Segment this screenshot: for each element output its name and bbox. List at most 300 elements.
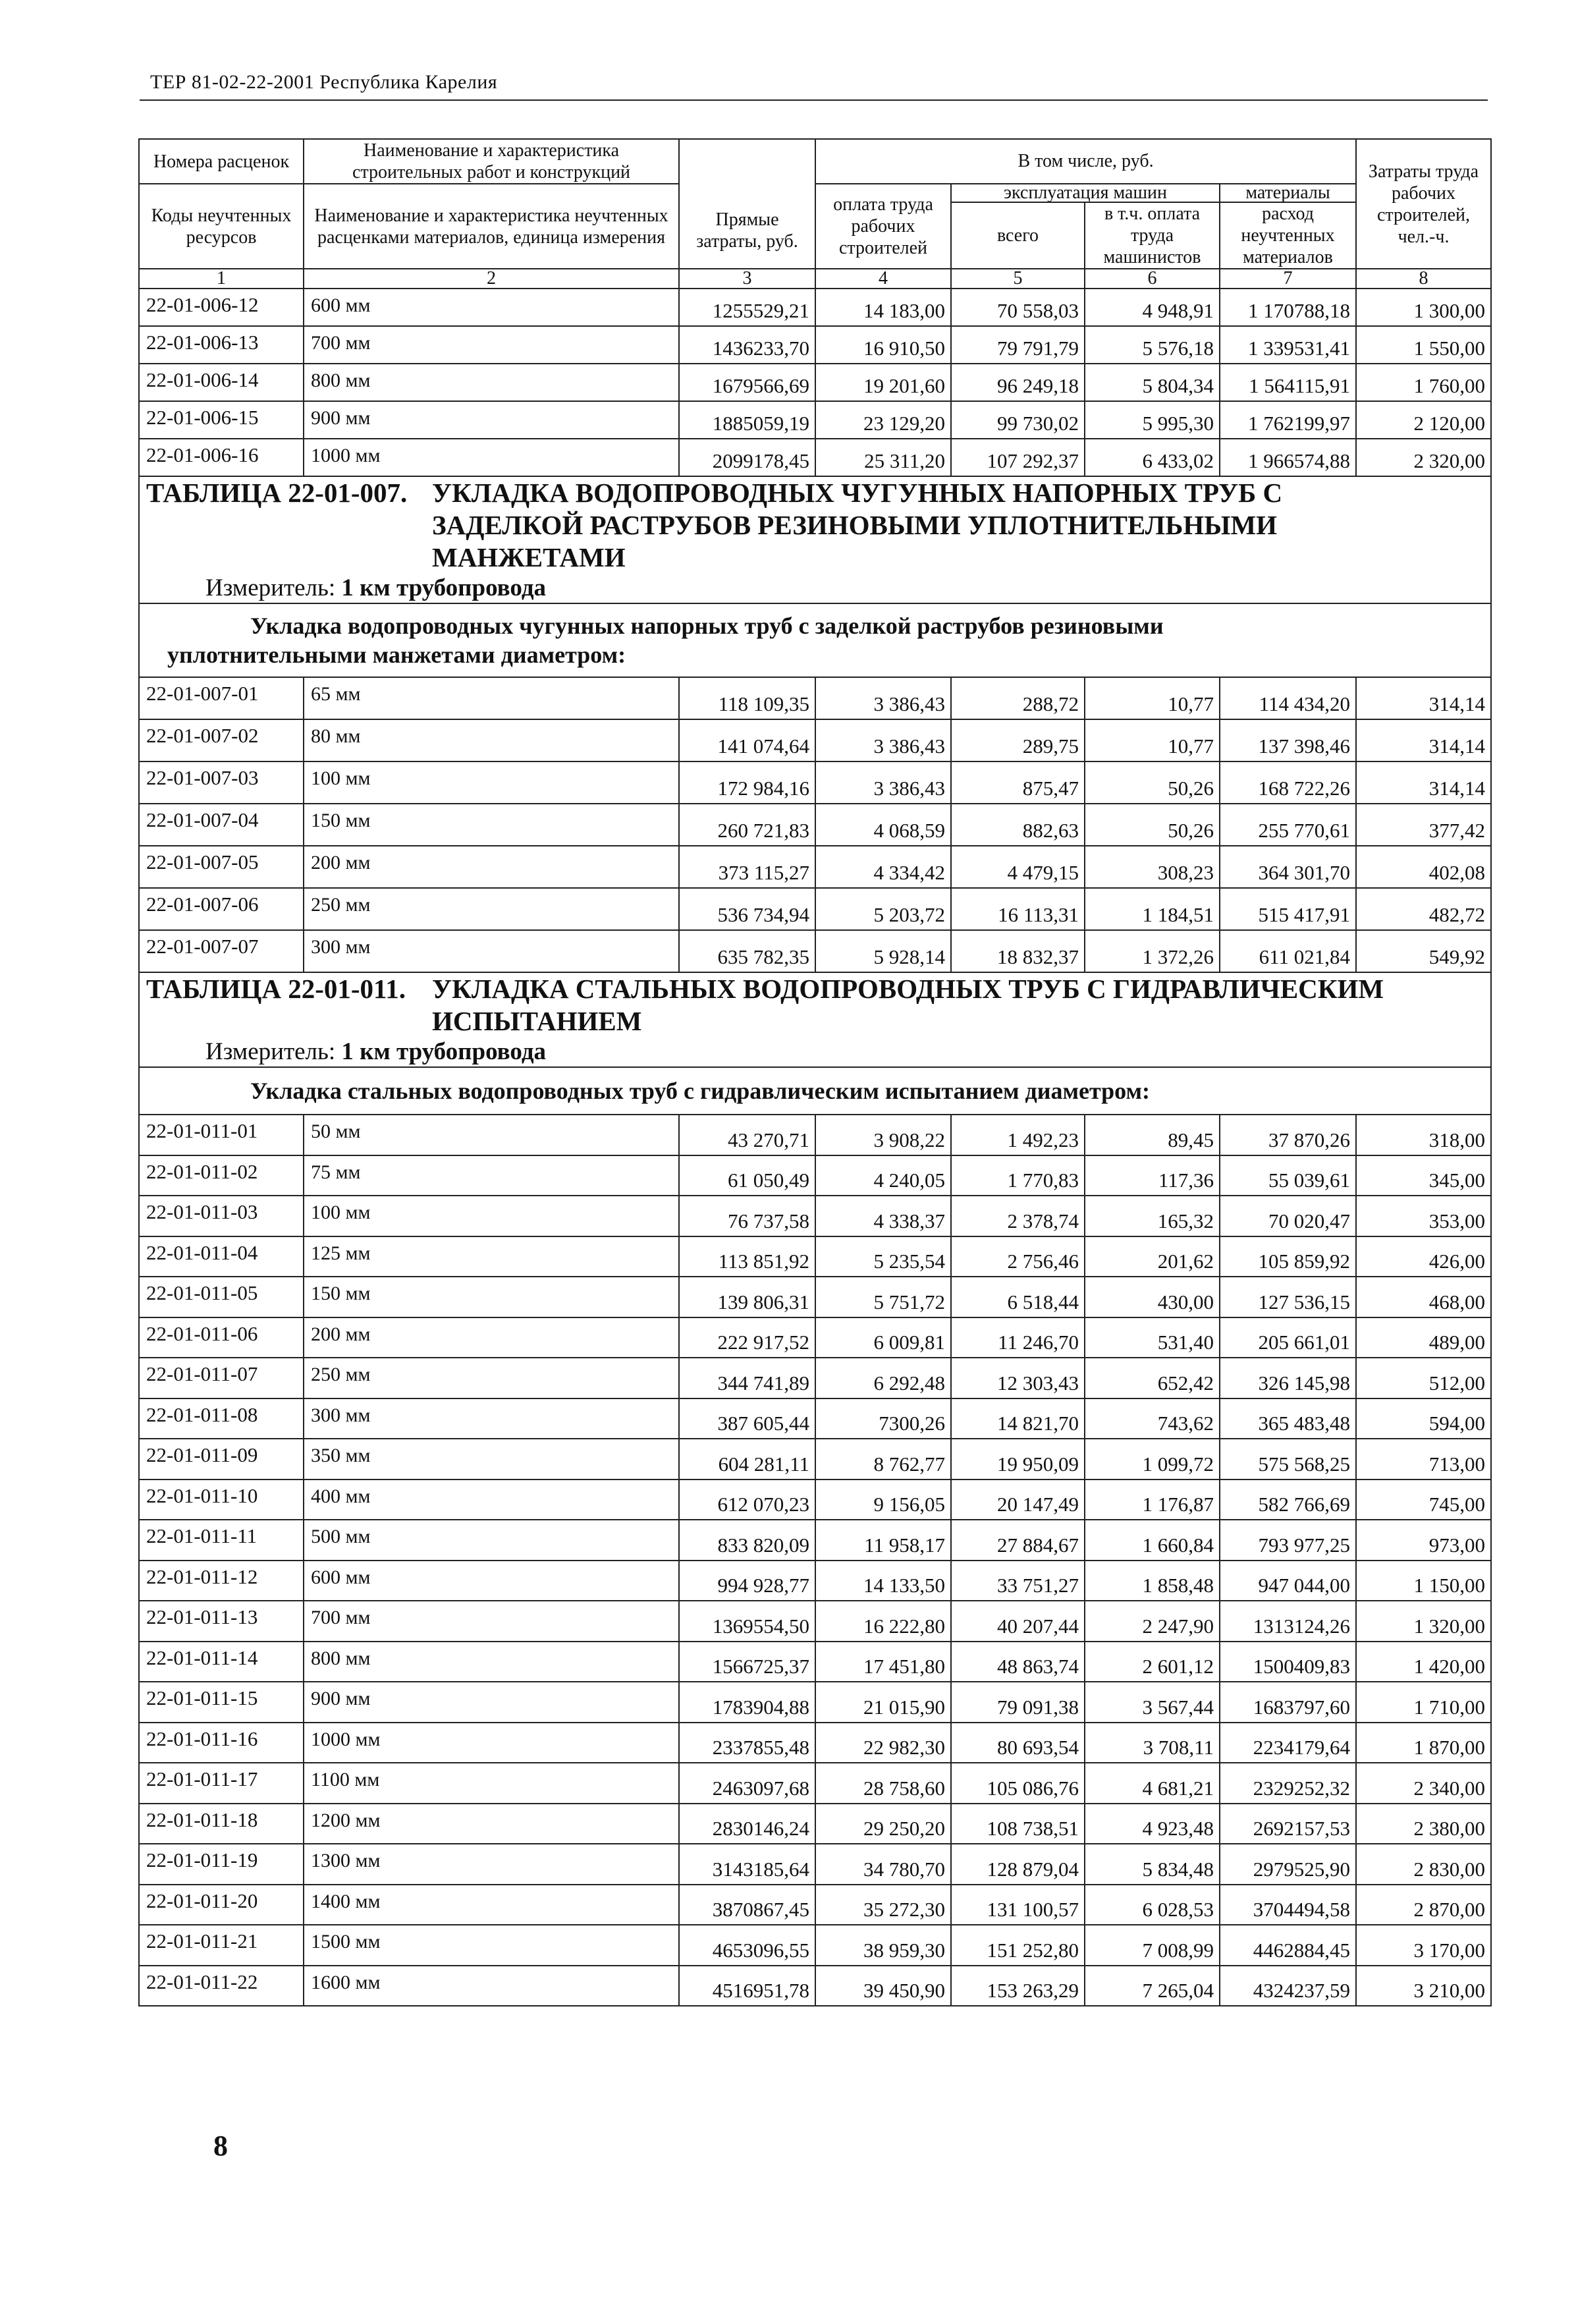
rate-name: 1000 мм	[304, 439, 679, 476]
column-number: 2	[304, 269, 679, 289]
table-number: ТАБЛИЦА 22-01-011.	[146, 974, 406, 1004]
direct-costs: 1783904,88	[679, 1682, 815, 1723]
rate-name: 1500 мм	[304, 1925, 679, 1966]
direct-costs: 260 721,83	[679, 804, 815, 846]
rate-code: 22-01-011-15	[139, 1682, 304, 1723]
rate-code: 22-01-011-04	[139, 1236, 304, 1277]
rate-code: 22-01-011-18	[139, 1804, 304, 1844]
machines-total: 2 378,74	[951, 1196, 1085, 1236]
materials-cost: 1 762199,97	[1220, 401, 1356, 439]
direct-costs: 344 741,89	[679, 1358, 815, 1398]
table-row	[139, 1763, 1491, 1804]
direct-costs: 2830146,24	[679, 1804, 815, 1844]
machines-total: 48 863,74	[951, 1642, 1085, 1682]
direct-costs: 1885059,19	[679, 401, 815, 439]
operators-pay: 430,00	[1085, 1277, 1220, 1317]
rate-name: 800 мм	[304, 364, 679, 401]
direct-costs: 4516951,78	[679, 1966, 815, 2006]
subheading	[146, 611, 1484, 669]
operators-pay: 3 708,11	[1085, 1723, 1220, 1763]
rate-name: 150 мм	[304, 1277, 679, 1317]
direct-costs: 612 070,23	[679, 1480, 815, 1520]
operators-pay: 2 601,12	[1085, 1642, 1220, 1682]
machines-total: 131 100,57	[951, 1885, 1085, 1925]
operators-pay: 201,62	[1085, 1236, 1220, 1277]
materials-cost: 114 434,20	[1220, 677, 1356, 719]
worker-pay: 19 201,60	[815, 364, 951, 401]
machines-total: 4 479,15	[951, 846, 1085, 888]
rate-name: 200 мм	[304, 1317, 679, 1358]
table-row	[139, 1601, 1491, 1642]
worker-pay: 8 762,77	[815, 1439, 951, 1480]
direct-costs: 3143185,64	[679, 1844, 815, 1885]
direct-costs: 2099178,45	[679, 439, 815, 476]
machines-total: 105 086,76	[951, 1763, 1085, 1804]
rate-name: 300 мм	[304, 930, 679, 972]
machines-total: 40 207,44	[951, 1601, 1085, 1642]
table-title-line: УКЛАДКА ВОДОПРОВОДНЫХ ЧУГУННЫХ НАПОРНЫХ ТРУБ С	[432, 478, 1283, 508]
labor-hours: 468,00	[1356, 1277, 1491, 1317]
operators-pay: 89,45	[1085, 1115, 1220, 1155]
labor-hours: 2 830,00	[1356, 1844, 1491, 1885]
rate-code: 22-01-011-06	[139, 1317, 304, 1358]
measure-unit	[146, 1038, 1484, 1066]
machines-total: 108 738,51	[951, 1804, 1085, 1844]
worker-pay: 4 068,59	[815, 804, 951, 846]
rate-code: 22-01-011-03	[139, 1196, 304, 1236]
materials-cost: 2692157,53	[1220, 1804, 1356, 1844]
materials-cost: 515 417,91	[1220, 888, 1356, 930]
worker-pay: 22 982,30	[815, 1723, 951, 1763]
column-number: 4	[815, 269, 951, 289]
operators-pay: 743,62	[1085, 1398, 1220, 1439]
operators-pay: 1 184,51	[1085, 888, 1220, 930]
machines-total: 1 492,23	[951, 1115, 1085, 1155]
materials-cost: 3704494,58	[1220, 1885, 1356, 1925]
direct-costs: 141 074,64	[679, 719, 815, 761]
worker-pay: 5 928,14	[815, 930, 951, 972]
direct-costs: 2337855,48	[679, 1723, 815, 1763]
direct-costs: 387 605,44	[679, 1398, 815, 1439]
materials-cost: 611 021,84	[1220, 930, 1356, 972]
table-row	[139, 804, 1491, 846]
subheading	[146, 1076, 1484, 1105]
direct-costs: 833 820,09	[679, 1520, 815, 1561]
table-row	[139, 326, 1491, 364]
labor-hours: 1 710,00	[1356, 1682, 1491, 1723]
table-row	[139, 761, 1491, 804]
header-material-name: Наименование и характеристика неучтенных расценками материалов, единица измерения	[304, 184, 679, 269]
materials-cost: 1 170788,18	[1220, 289, 1356, 326]
direct-costs: 1369554,50	[679, 1601, 815, 1642]
direct-costs: 4653096,55	[679, 1925, 815, 1966]
table-row	[139, 1925, 1491, 1966]
direct-costs: 1436233,70	[679, 326, 815, 364]
rate-name: 125 мм	[304, 1236, 679, 1277]
table-row	[139, 1358, 1491, 1398]
materials-cost: 127 536,15	[1220, 1277, 1356, 1317]
measure-value: 1 км трубопровода	[341, 1038, 547, 1065]
rate-code: 22-01-011-16	[139, 1723, 304, 1763]
table-row	[139, 719, 1491, 761]
header-direct-costs: Прямые затраты, руб.	[679, 139, 815, 269]
materials-cost: 575 568,25	[1220, 1439, 1356, 1480]
worker-pay: 16 910,50	[815, 326, 951, 364]
rate-name: 200 мм	[304, 846, 679, 888]
labor-hours: 3 170,00	[1356, 1925, 1491, 1966]
materials-cost: 364 301,70	[1220, 846, 1356, 888]
materials-cost: 168 722,26	[1220, 761, 1356, 804]
table-row	[139, 846, 1491, 888]
direct-costs: 1679566,69	[679, 364, 815, 401]
rate-name: 80 мм	[304, 719, 679, 761]
rate-name: 600 мм	[304, 1561, 679, 1601]
materials-cost: 326 145,98	[1220, 1358, 1356, 1398]
labor-hours: 2 320,00	[1356, 439, 1491, 476]
rate-code: 22-01-011-20	[139, 1885, 304, 1925]
materials-cost: 1 564115,91	[1220, 364, 1356, 401]
rate-code: 22-01-006-15	[139, 401, 304, 439]
labor-hours: 549,92	[1356, 930, 1491, 972]
rate-code: 22-01-007-02	[139, 719, 304, 761]
table-row	[139, 1966, 1491, 2006]
rate-code: 22-01-007-03	[139, 761, 304, 804]
header-materials: материалы	[1220, 184, 1356, 202]
operators-pay: 7 265,04	[1085, 1966, 1220, 2006]
materials-cost: 255 770,61	[1220, 804, 1356, 846]
operators-pay: 1 176,87	[1085, 1480, 1220, 1520]
rate-code: 22-01-011-21	[139, 1925, 304, 1966]
header-labor-hours: Затраты труда рабочих строителей, чел.-ч.	[1356, 139, 1491, 269]
rate-code: 22-01-011-01	[139, 1115, 304, 1155]
rate-code: 22-01-007-07	[139, 930, 304, 972]
rate-code: 22-01-011-13	[139, 1601, 304, 1642]
rate-name: 150 мм	[304, 804, 679, 846]
machines-total: 882,63	[951, 804, 1085, 846]
direct-costs: 139 806,31	[679, 1277, 815, 1317]
machines-total: 288,72	[951, 677, 1085, 719]
worker-pay: 5 203,72	[815, 888, 951, 930]
rate-code: 22-01-011-12	[139, 1561, 304, 1601]
worker-pay: 3 386,43	[815, 677, 951, 719]
labor-hours: 3 210,00	[1356, 1966, 1491, 2006]
direct-costs: 222 917,52	[679, 1317, 815, 1358]
labor-hours: 745,00	[1356, 1480, 1491, 1520]
rate-code: 22-01-011-14	[139, 1642, 304, 1682]
machines-total: 18 832,37	[951, 930, 1085, 972]
operators-pay: 10,77	[1085, 677, 1220, 719]
worker-pay: 21 015,90	[815, 1682, 951, 1723]
operators-pay: 531,40	[1085, 1317, 1220, 1358]
page-header: ТЕР 81-02-22-2001 Республика Карелия	[150, 71, 498, 93]
measure-label: Измеритель:	[205, 574, 336, 601]
worker-pay: 16 222,80	[815, 1601, 951, 1642]
header-including: В том числе, руб.	[815, 139, 1356, 184]
table-title-row	[139, 476, 1491, 603]
labor-hours: 2 870,00	[1356, 1885, 1491, 1925]
rate-name: 1200 мм	[304, 1804, 679, 1844]
operators-pay: 165,32	[1085, 1196, 1220, 1236]
machines-total: 1 770,83	[951, 1155, 1085, 1196]
subheading-row	[139, 603, 1491, 677]
rate-name: 1000 мм	[304, 1723, 679, 1763]
rate-name: 1400 мм	[304, 1885, 679, 1925]
labor-hours: 402,08	[1356, 846, 1491, 888]
table-title-row	[139, 972, 1491, 1067]
labor-hours: 973,00	[1356, 1520, 1491, 1561]
table-row	[139, 1155, 1491, 1196]
worker-pay: 23 129,20	[815, 401, 951, 439]
labor-hours: 426,00	[1356, 1236, 1491, 1277]
materials-cost: 137 398,46	[1220, 719, 1356, 761]
materials-cost: 793 977,25	[1220, 1520, 1356, 1561]
labor-hours: 1 420,00	[1356, 1642, 1491, 1682]
measure-value: 1 км трубопровода	[341, 574, 547, 601]
direct-costs: 2463097,68	[679, 1763, 815, 1804]
operators-pay: 3 567,44	[1085, 1682, 1220, 1723]
materials-cost: 55 039,61	[1220, 1155, 1356, 1196]
materials-cost: 1 966574,88	[1220, 439, 1356, 476]
table-title-line: УКЛАДКА СТАЛЬНЫХ ВОДОПРОВОДНЫХ ТРУБ С ГИДРАВЛИЧЕСКИМ	[432, 974, 1384, 1004]
operators-pay: 308,23	[1085, 846, 1220, 888]
materials-cost: 105 859,92	[1220, 1236, 1356, 1277]
machines-total: 33 751,27	[951, 1561, 1085, 1601]
column-number: 8	[1356, 269, 1491, 289]
operators-pay: 117,36	[1085, 1155, 1220, 1196]
rate-name: 300 мм	[304, 1398, 679, 1439]
header-rule	[140, 99, 1488, 101]
materials-cost: 1313124,26	[1220, 1601, 1356, 1642]
header-work-name: Наименование и характеристика строительных работ и конструкций	[304, 139, 679, 184]
rate-name: 700 мм	[304, 1601, 679, 1642]
rate-code: 22-01-011-19	[139, 1844, 304, 1885]
worker-pay: 28 758,60	[815, 1763, 951, 1804]
worker-pay: 38 959,30	[815, 1925, 951, 1966]
table-row	[139, 888, 1491, 930]
direct-costs: 61 050,49	[679, 1155, 815, 1196]
materials-cost: 1500409,83	[1220, 1642, 1356, 1682]
rate-name: 900 мм	[304, 1682, 679, 1723]
machines-total: 14 821,70	[951, 1398, 1085, 1439]
machines-total: 151 252,80	[951, 1925, 1085, 1966]
labor-hours: 1 300,00	[1356, 289, 1491, 326]
table-row	[139, 1196, 1491, 1236]
labor-hours: 345,00	[1356, 1155, 1491, 1196]
rate-code: 22-01-007-05	[139, 846, 304, 888]
header-resource-codes: Коды неучтенных ресурсов	[139, 184, 304, 269]
labor-hours: 314,14	[1356, 761, 1491, 804]
labor-hours: 713,00	[1356, 1439, 1491, 1480]
operators-pay: 5 576,18	[1085, 326, 1220, 364]
machines-total: 70 558,03	[951, 289, 1085, 326]
worker-pay: 4 338,37	[815, 1196, 951, 1236]
worker-pay: 4 334,42	[815, 846, 951, 888]
direct-costs: 373 115,27	[679, 846, 815, 888]
rate-name: 600 мм	[304, 289, 679, 326]
rate-code: 22-01-007-04	[139, 804, 304, 846]
worker-pay: 34 780,70	[815, 1844, 951, 1885]
worker-pay: 9 156,05	[815, 1480, 951, 1520]
operators-pay: 2 247,90	[1085, 1601, 1220, 1642]
rate-name: 400 мм	[304, 1480, 679, 1520]
table-row	[139, 1642, 1491, 1682]
worker-pay: 6 009,81	[815, 1317, 951, 1358]
table-row	[139, 1804, 1491, 1844]
worker-pay: 3 386,43	[815, 761, 951, 804]
header-machines: эксплуатация машин	[951, 184, 1220, 202]
worker-pay: 25 311,20	[815, 439, 951, 476]
machines-total: 20 147,49	[951, 1480, 1085, 1520]
labor-hours: 314,14	[1356, 719, 1491, 761]
table-title	[146, 477, 1484, 574]
table-row	[139, 1398, 1491, 1439]
direct-costs: 118 109,35	[679, 677, 815, 719]
machines-total: 128 879,04	[951, 1844, 1085, 1885]
table-row	[139, 1480, 1491, 1520]
materials-cost: 4462884,45	[1220, 1925, 1356, 1966]
column-number: 5	[951, 269, 1085, 289]
labor-hours: 318,00	[1356, 1115, 1491, 1155]
operators-pay: 652,42	[1085, 1358, 1220, 1398]
materials-cost: 2329252,32	[1220, 1763, 1356, 1804]
materials-cost: 4324237,59	[1220, 1966, 1356, 2006]
rate-code: 22-01-006-13	[139, 326, 304, 364]
rate-code: 22-01-011-22	[139, 1966, 304, 2006]
direct-costs: 1566725,37	[679, 1642, 815, 1682]
operators-pay: 5 834,48	[1085, 1844, 1220, 1885]
direct-costs: 3870867,45	[679, 1885, 815, 1925]
rate-code: 22-01-006-12	[139, 289, 304, 326]
labor-hours: 594,00	[1356, 1398, 1491, 1439]
header-rate-numbers: Номера расценок	[139, 139, 304, 184]
rate-name: 65 мм	[304, 677, 679, 719]
table-row	[139, 1682, 1491, 1723]
worker-pay: 14 183,00	[815, 289, 951, 326]
machines-total: 80 693,54	[951, 1723, 1085, 1763]
header-operators-pay: в т.ч. оплата труда машинистов	[1085, 202, 1220, 269]
column-number: 6	[1085, 269, 1220, 289]
materials-cost: 1683797,60	[1220, 1682, 1356, 1723]
materials-cost: 1 339531,41	[1220, 326, 1356, 364]
operators-pay: 4 948,91	[1085, 289, 1220, 326]
table-row	[139, 289, 1491, 326]
operators-pay: 5 804,34	[1085, 364, 1220, 401]
operators-pay: 6 433,02	[1085, 439, 1220, 476]
table-row	[139, 1115, 1491, 1155]
operators-pay: 4 681,21	[1085, 1763, 1220, 1804]
materials-cost: 70 020,47	[1220, 1196, 1356, 1236]
header-worker-pay: оплата труда рабочих строителей	[815, 184, 951, 269]
labor-hours: 1 320,00	[1356, 1601, 1491, 1642]
rate-name: 700 мм	[304, 326, 679, 364]
machines-total: 27 884,67	[951, 1520, 1085, 1561]
table-row	[139, 677, 1491, 719]
labor-hours: 489,00	[1356, 1317, 1491, 1358]
machines-total: 875,47	[951, 761, 1085, 804]
rate-code: 22-01-011-17	[139, 1763, 304, 1804]
labor-hours: 1 150,00	[1356, 1561, 1491, 1601]
direct-costs: 1255529,21	[679, 289, 815, 326]
rate-name: 350 мм	[304, 1439, 679, 1480]
worker-pay: 5 235,54	[815, 1236, 951, 1277]
labor-hours: 2 120,00	[1356, 401, 1491, 439]
rate-name: 900 мм	[304, 401, 679, 439]
table-row	[139, 439, 1491, 476]
measure-label: Измеритель:	[205, 1038, 336, 1065]
operators-pay: 50,26	[1085, 761, 1220, 804]
labor-hours: 482,72	[1356, 888, 1491, 930]
machines-total: 96 249,18	[951, 364, 1085, 401]
table-row	[139, 364, 1491, 401]
rate-code: 22-01-011-02	[139, 1155, 304, 1196]
labor-hours: 2 380,00	[1356, 1804, 1491, 1844]
rate-name: 1600 мм	[304, 1966, 679, 2006]
table-title-line: МАНЖЕТАМИ	[432, 542, 626, 572]
header-machines-total: всего	[951, 202, 1085, 269]
worker-pay: 3 908,22	[815, 1115, 951, 1155]
column-number: 7	[1220, 269, 1356, 289]
table-row	[139, 1520, 1491, 1561]
rate-name: 800 мм	[304, 1642, 679, 1682]
table-title-line: ИСПЫТАНИЕМ	[432, 1006, 642, 1036]
rate-name: 1300 мм	[304, 1844, 679, 1885]
labor-hours: 1 870,00	[1356, 1723, 1491, 1763]
worker-pay: 4 240,05	[815, 1155, 951, 1196]
rate-name: 50 мм	[304, 1115, 679, 1155]
rate-code: 22-01-007-06	[139, 888, 304, 930]
labor-hours: 353,00	[1356, 1196, 1491, 1236]
direct-costs: 172 984,16	[679, 761, 815, 804]
operators-pay: 5 995,30	[1085, 401, 1220, 439]
worker-pay: 39 450,90	[815, 1966, 951, 2006]
materials-cost: 2234179,64	[1220, 1723, 1356, 1763]
materials-cost: 582 766,69	[1220, 1480, 1356, 1520]
labor-hours: 1 550,00	[1356, 326, 1491, 364]
materials-cost: 365 483,48	[1220, 1398, 1356, 1439]
machines-total: 153 263,29	[951, 1966, 1085, 2006]
rate-name: 1100 мм	[304, 1763, 679, 1804]
rate-code: 22-01-011-10	[139, 1480, 304, 1520]
machines-total: 99 730,02	[951, 401, 1085, 439]
subheading-line: Укладка водопроводных чугунных напорных труб с заделкой раструбов резиновыми	[250, 613, 1164, 639]
rate-name: 100 мм	[304, 761, 679, 804]
table-number: ТАБЛИЦА 22-01-007.	[146, 478, 408, 508]
table-title	[146, 973, 1484, 1038]
rate-code: 22-01-006-14	[139, 364, 304, 401]
machines-total: 107 292,37	[951, 439, 1085, 476]
direct-costs: 76 737,58	[679, 1196, 815, 1236]
materials-cost: 947 044,00	[1220, 1561, 1356, 1601]
materials-cost: 37 870,26	[1220, 1115, 1356, 1155]
machines-total: 16 113,31	[951, 888, 1085, 930]
worker-pay: 3 386,43	[815, 719, 951, 761]
machines-total: 12 303,43	[951, 1358, 1085, 1398]
column-number: 3	[679, 269, 815, 289]
header-unaccounted-materials: расход неучтенных материалов	[1220, 202, 1356, 269]
worker-pay: 17 451,80	[815, 1642, 951, 1682]
operators-pay: 50,26	[1085, 804, 1220, 846]
machines-total: 11 246,70	[951, 1317, 1085, 1358]
worker-pay: 6 292,48	[815, 1358, 951, 1398]
machines-total: 6 518,44	[951, 1277, 1085, 1317]
worker-pay: 14 133,50	[815, 1561, 951, 1601]
table-row	[139, 1439, 1491, 1480]
worker-pay: 5 751,72	[815, 1277, 951, 1317]
direct-costs: 635 782,35	[679, 930, 815, 972]
rate-code: 22-01-007-01	[139, 677, 304, 719]
rate-code: 22-01-011-05	[139, 1277, 304, 1317]
rate-name: 250 мм	[304, 1358, 679, 1398]
